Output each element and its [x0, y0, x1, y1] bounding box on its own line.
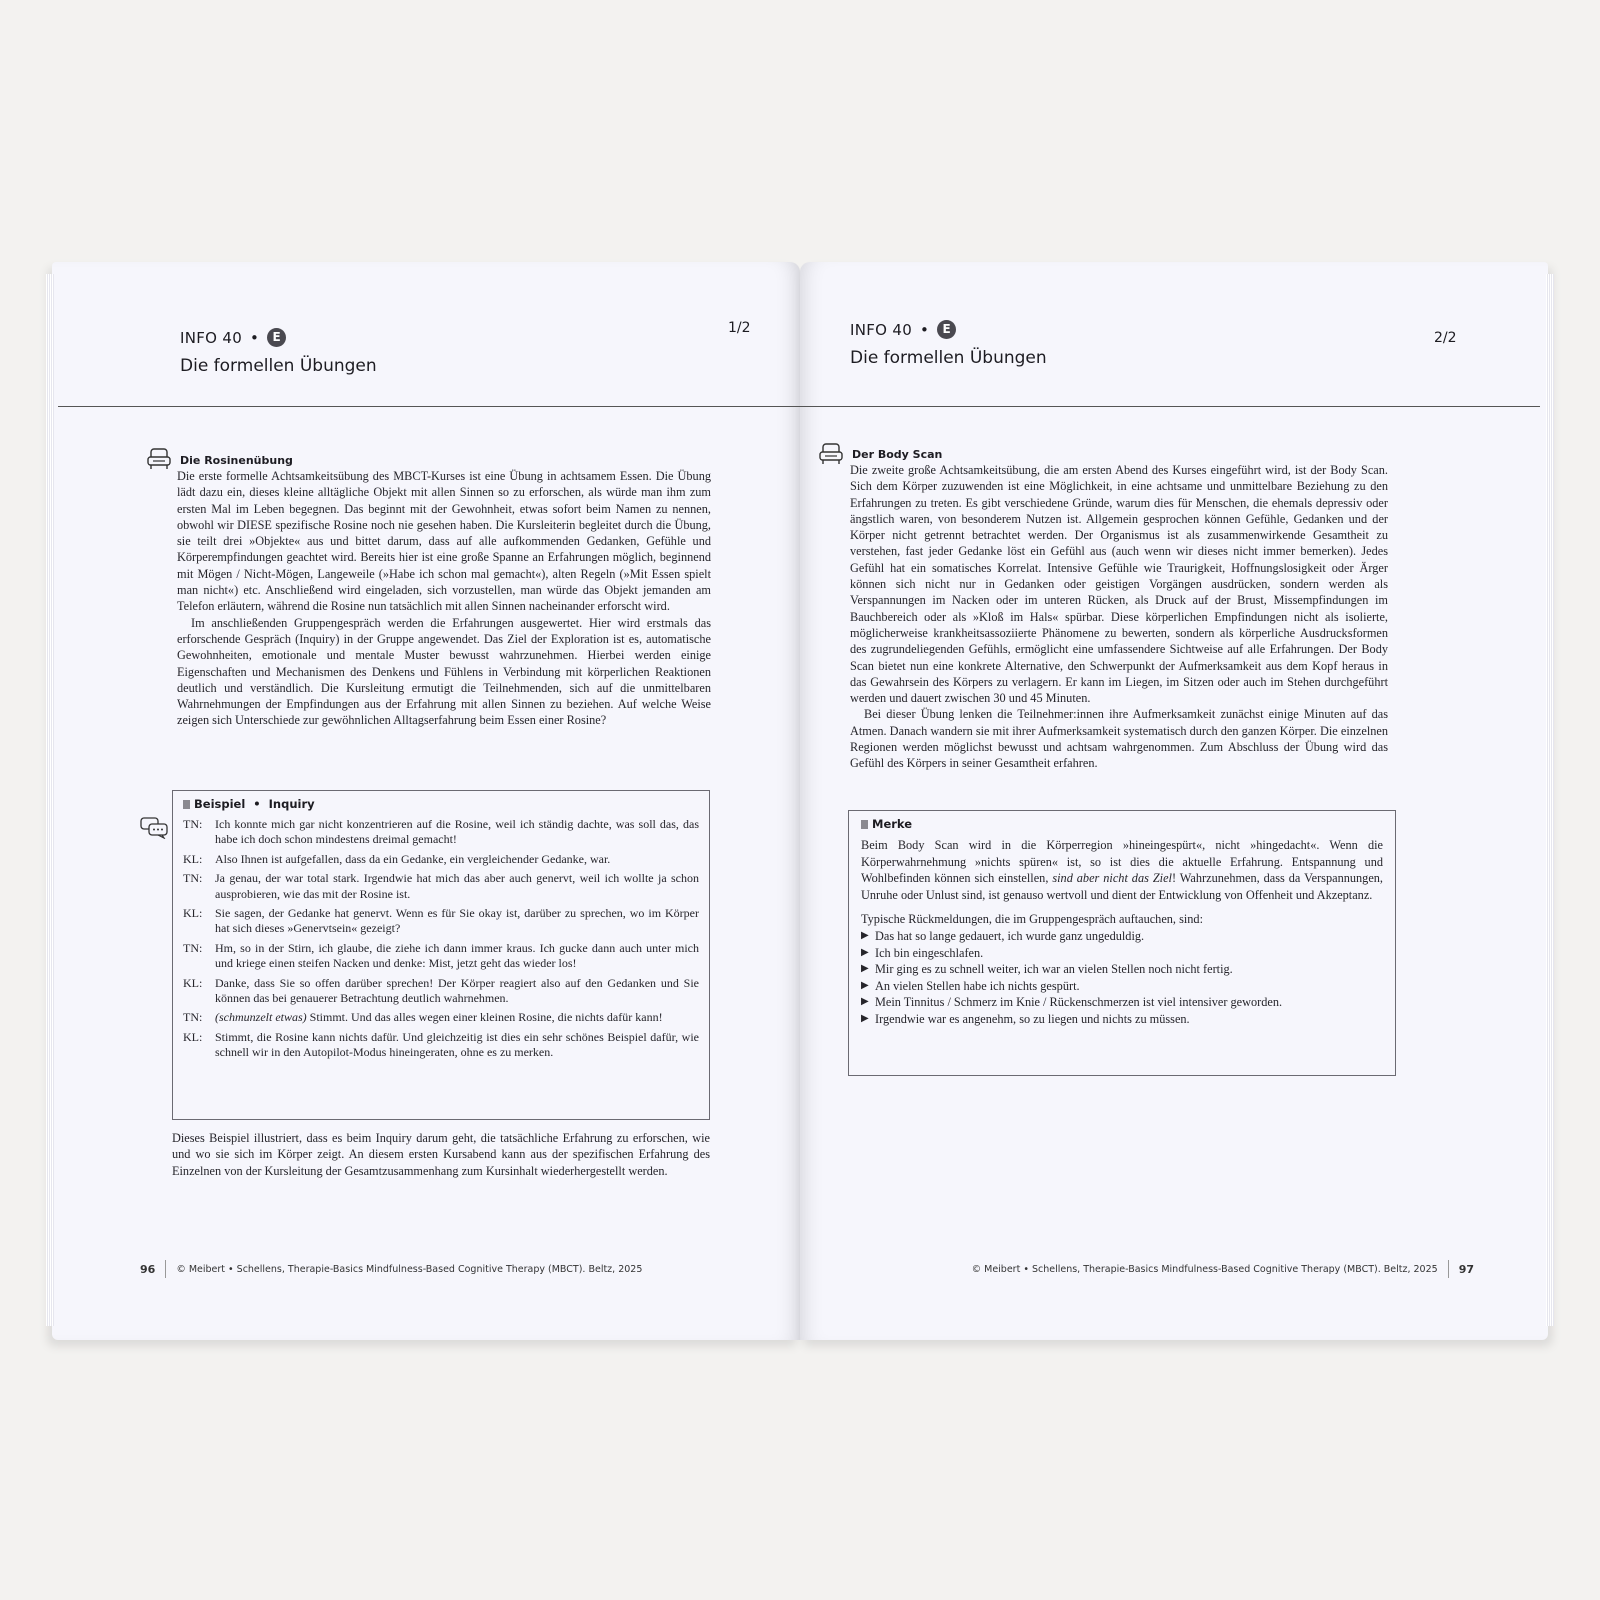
section-title: Der Body Scan — [852, 448, 943, 461]
speaker: KL: — [183, 851, 203, 866]
speaker: TN: — [183, 940, 203, 955]
e-badge-icon: E — [937, 320, 956, 339]
page-title: Die formellen Übungen — [180, 356, 377, 376]
info-bullet: • — [250, 328, 260, 347]
dialog-row — [183, 906, 699, 937]
page-edge-stack — [46, 274, 54, 1326]
triangle-bullet-icon: ▶ — [861, 946, 869, 958]
merke-paragraph — [861, 837, 1383, 903]
triangle-bullet-icon: ▶ — [861, 996, 869, 1008]
list-item — [861, 1011, 1383, 1028]
list-item — [861, 978, 1383, 995]
stage-direction: (schmunzelt etwas) — [215, 1010, 307, 1025]
info-bullet: • — [920, 320, 930, 339]
utterance: Ja genau, der war total stark. Irgendwie hat mich das aber auch genervt, weil ich wollte ja schon ausprobieren, wie das mit der Rosine ist. — [215, 871, 699, 901]
dialog-row — [183, 976, 699, 1007]
utterance: Also Ihnen ist aufgefallen, dass da ein Gedanke, ein vergleichender Gedanke, war. — [215, 851, 611, 866]
merke-label: Merke — [872, 817, 913, 831]
closing-paragraph — [172, 1130, 710, 1179]
triangle-bullet-icon: ▶ — [861, 929, 869, 941]
list-item-text: Irgendwie war es angenehm, so zu liegen und nichts zu müssen. — [875, 1011, 1190, 1026]
dialog-row — [183, 871, 699, 902]
footer-divider — [1448, 1260, 1449, 1278]
page-title: Die formellen Übungen — [850, 348, 1047, 368]
open-book — [52, 262, 1548, 1340]
info-label: INFO 40 — [180, 328, 243, 347]
triangle-bullet-icon: ▶ — [861, 979, 869, 991]
body-text — [850, 462, 1388, 772]
info-header — [180, 328, 286, 347]
footer-citation: © Meibert • Schellens, Therapie-Basics Mindfulness-Based Cognitive Therapy (MBCT). Beltz, 2025 — [176, 1263, 643, 1275]
utterance-text: Stimmt. Und das alles wegen einer kleinen Rosine, die nichts dafür kann! — [306, 1010, 663, 1025]
info-header — [850, 320, 956, 339]
page-fraction: 1/2 — [728, 320, 751, 336]
merke-text-before: Beim Body Scan wird in die Körperregion »hineingespürt«, nicht »hingedacht«. Wenn die Körperwahrnehmung »nichts spüren« ist, so ist dies die aktuelle Erfahrung. Entspannung und Wohlbefinden können sich einstellen, — [861, 838, 1383, 886]
square-marker-icon — [861, 820, 868, 829]
merke-text-after: ! Wahrzunehmen, dass da Verspannungen, Unruhe oder Unlust sind, ist genauso wertvoll und dient der Entwicklung von Offenheit und Akzeptanz. — [861, 871, 1383, 902]
speaker: TN: — [183, 1010, 203, 1025]
list-item-text: Ich bin eingeschlafen. — [875, 945, 984, 960]
feedback-list — [861, 928, 1383, 1028]
page-footer — [972, 1260, 1474, 1278]
paragraph: Im anschließenden Gruppengespräch werden die Erfahrungen ausgewertet. Hier wird erstmals das erforschende Gespräch (Inquiry) in der Gruppe angewendet. Das Ziel der Exploration ist es, automatische Gewohnheiten, emotionale und mentale Muster bewusst wahrzunehmen. Hierbei werden einige Eigenschaften und Mechanismen des Denkens und Fühlens in Verbindung mit körperlichen Reaktionen deutlich und verständlich. Die Kursleitung ermutigt die Teilnehmenden, sich auf die unmittelbaren Wahrnehmungen der Empfindungen aus der Erfahrung mit allen Sinnen zu beziehen. Auf welche Weise zeigen sich Unterschiede zur gewöhnlichen Alltagserfahrung beim Essen einer Rosine? — [177, 615, 711, 728]
page-number: 97 — [1458, 1262, 1474, 1276]
dialog — [183, 817, 699, 1061]
speaker: KL: — [183, 1029, 203, 1044]
example-label: Beispiel — [194, 797, 246, 811]
list-item — [861, 994, 1383, 1011]
utterance: Ich konnte mich gar nicht konzentrieren auf die Rosine, weil ich ständig dachte, was soll das, das habe ich doch schon mindestens dreimal gemacht! — [215, 817, 699, 847]
list-item — [861, 928, 1383, 945]
armchair-icon — [146, 447, 172, 471]
paragraph: Bei dieser Übung lenken die Teilnehmer:innen ihre Aufmerksamkeit zunächst einige Minuten auf das Atmen. Danach wandern sie mit ihrer Aufmerksamkeit systematisch durch den ganzen Körper. Die einzelnen Regionen werden möglichst bewusst und achtsam wahrgenommen. Zum Abschluss der Übung wird das Gefühl des Körpers in seiner Gesamtheit erfahren. — [850, 707, 1388, 771]
speaker: TN: — [183, 871, 203, 886]
list-item-text: Das hat so lange gedauert, ich wurde ganz ungeduldig. — [875, 928, 1145, 943]
example-box-header — [183, 797, 699, 811]
list-item-text: Mein Tinnitus / Schmerz im Knie / Rückenschmerzen ist viel intensiver geworden. — [875, 995, 1283, 1010]
merke-box — [848, 810, 1396, 1076]
dialog-row — [183, 817, 699, 848]
utterance: Sie sagen, der Gedanke hat genervt. Wenn es für Sie okay ist, darüber zu sprechen, wo im Körper hat sich dieses »Genervtsein« gezeigt? — [215, 906, 699, 936]
dialog-row — [183, 1010, 699, 1025]
header-rule — [58, 406, 800, 407]
utterance — [215, 1010, 699, 1025]
dialog-row — [183, 1030, 699, 1061]
header-rule — [800, 406, 1540, 407]
list-intro: Typische Rückmeldungen, die im Gruppengespräch auftauchen, sind: — [861, 912, 1203, 927]
armchair-icon — [818, 442, 844, 466]
speaker: KL: — [183, 975, 203, 990]
example-bullet: • — [253, 797, 261, 811]
info-label: INFO 40 — [850, 320, 913, 339]
page-footer — [140, 1260, 642, 1278]
triangle-bullet-icon: ▶ — [861, 963, 869, 975]
triangle-bullet-icon: ▶ — [861, 1012, 869, 1024]
list-item-text: An vielen Stellen habe ich nichts gespürt. — [875, 978, 1080, 993]
left-page — [52, 262, 800, 1340]
dialog-row — [183, 852, 699, 867]
chat-bubbles-icon — [140, 817, 168, 839]
speaker: KL: — [183, 906, 203, 921]
paragraph: Die erste formelle Achtsamkeitsübung des MBCT-Kurses ist eine Übung in achtsamem Essen. Die Übung lädt dazu ein, dieses kleine alltägliche Objekt mit allen Sinnen so zu erforschen, als würde man ihm zum ersten Mal im Leben begegnen. Das beginnt mit der Gewohnheit, etwas sofort beim Namen zu nennen, obwohl wir DIESE spezifische Rosine noch nie gesehen haben. Die Kursleiterin begleitet durch die Übung, sie teilt drei »Objekte« aus und bittet darum, dass auf alle aufkommenden Gedanken, Gefühle und Körperempfindungen geachtet wird. Bereits hier ist eine große Spanne an Erfahrungen möglich, beginnend mit Mögen / Nicht-Mögen, Langeweile (»Habe ich schon mal gemacht«), alten Regeln (»Mit Essen spielt man nicht«) etc. Anschließend wird eingeladen, sich vorzustellen, man würde das Objekt jemanden am Telefon erläutern, während die Rosine nun tatsächlich mit allen Sinnen nacheinander erforscht wird. — [177, 469, 711, 614]
footer-divider — [165, 1260, 166, 1278]
section-title: Die Rosinenübung — [180, 454, 293, 467]
utterance: Stimmt, die Rosine kann nichts dafür. Und gleichzeitig ist dies ein sehr schönes Beispiel dafür, wie schnell wir in den Autopilot-Modus hineingeraten, ohne es zu merken. — [215, 1029, 699, 1060]
speaker: TN: — [183, 817, 203, 831]
square-marker-icon — [183, 800, 190, 809]
footer-citation: © Meibert • Schellens, Therapie-Basics Mindfulness-Based Cognitive Therapy (MBCT). Beltz, 2025 — [971, 1263, 1438, 1275]
page-fraction: 2/2 — [1434, 330, 1457, 346]
utterance: Hm, so in der Stirn, ich glaube, die ziehe ich dann immer kraus. Ich gucke dann auch unter mich und kriege einen steifen Nacken und denke: Mist, jetzt geht das wieder los! — [215, 940, 699, 971]
list-item-text: Mir ging es zu schnell weiter, ich war an vielen Stellen noch nicht fertig. — [875, 962, 1233, 977]
page-number: 96 — [140, 1262, 156, 1276]
dialog-row — [183, 941, 699, 972]
merke-text — [861, 837, 1383, 1028]
paragraph: Die zweite große Achtsamkeitsübung, die am ersten Abend des Kurses eingeführt wird, ist der Body Scan. Sich dem Körper zuzuwenden ist eine Möglichkeit, in eine achtsame und unmittelbare Beziehung zu den Erfahrungen zu treten. Es gibt verschiedene Gründe, warum dies für Menschen, die ehemals depressiv oder ängstlich waren, von besonderem Nutzen ist. Allgemein gesprochen können Gefühle, Gedanken und der Körper nicht getrennt betrachtet werden. Der Organismus ist als zusammenwirkende Gesamtheit zu verstehen, fast jeder Gedanke löst ein Gefühl aus (auch wenn wir dieses nicht immer bemerken). Jedes Gefühl hat ein somatisches Korrelat. Intensive Gefühle wie Traurigkeit, Hoffnungslosigkeit oder Ärger können sich nicht nur in Gedanken oder geistigen Vorgängen ausdrücken, sondern werden als Verspannungen im Nacken oder im unteren Rücken, als Druck auf der Brust, Missempfindungen im Bauchbereich oder als »Kloß im Hals« spürbar. Diese körperlichen Empfindungen nicht als isolierte, möglicherweise krankheitsassoziierte Phänomene zu bewerten, sondern als körperliche Ausdrucksformen des zugrundeliegenden Gefühls, ermöglicht eine umfassendere Sichtweise auf alle Erfahrungen. Der Body Scan bietet nun eine konkrete Alternative, den Schwerpunkt der Aufmerksamkeit aus dem Kopf heraus in das Gewahrsein des Körpers zu verlagern. Er kann im Liegen, im Sitzen oder auch im Stehen durchgeführt werden und dauert zwischen 30 und 45 Minuten. — [850, 463, 1388, 706]
right-page — [800, 262, 1548, 1340]
merke-box-header — [861, 817, 1383, 831]
paragraph: Dieses Beispiel illustriert, dass es beim Inquiry darum geht, die tatsächliche Erfahrung zu erforschen, wie und wo sie sich im Körper zeigt. An diesem ersten Kursabend kann aus der spezifischen Erfahrung des Einzelnen von der Kursleitung der Gesamtzusammenhang zum Kursinhalt wiederhergestellt werden. — [172, 1131, 710, 1178]
merke-text-italic: sind aber nicht das Ziel — [1052, 871, 1172, 886]
list-item — [861, 945, 1383, 962]
example-sublabel: Inquiry — [268, 797, 315, 811]
body-text — [177, 468, 711, 729]
example-box — [172, 790, 710, 1120]
utterance: Danke, dass Sie so offen darüber sprechen! Der Körper reagiert also auf den Gedanken und Sie können das bei genauerer Betrachtung deutlich wahrnehmen. — [215, 975, 699, 1006]
page-edge-stack — [1546, 274, 1554, 1326]
e-badge-icon: E — [267, 328, 286, 347]
list-item — [861, 961, 1383, 978]
